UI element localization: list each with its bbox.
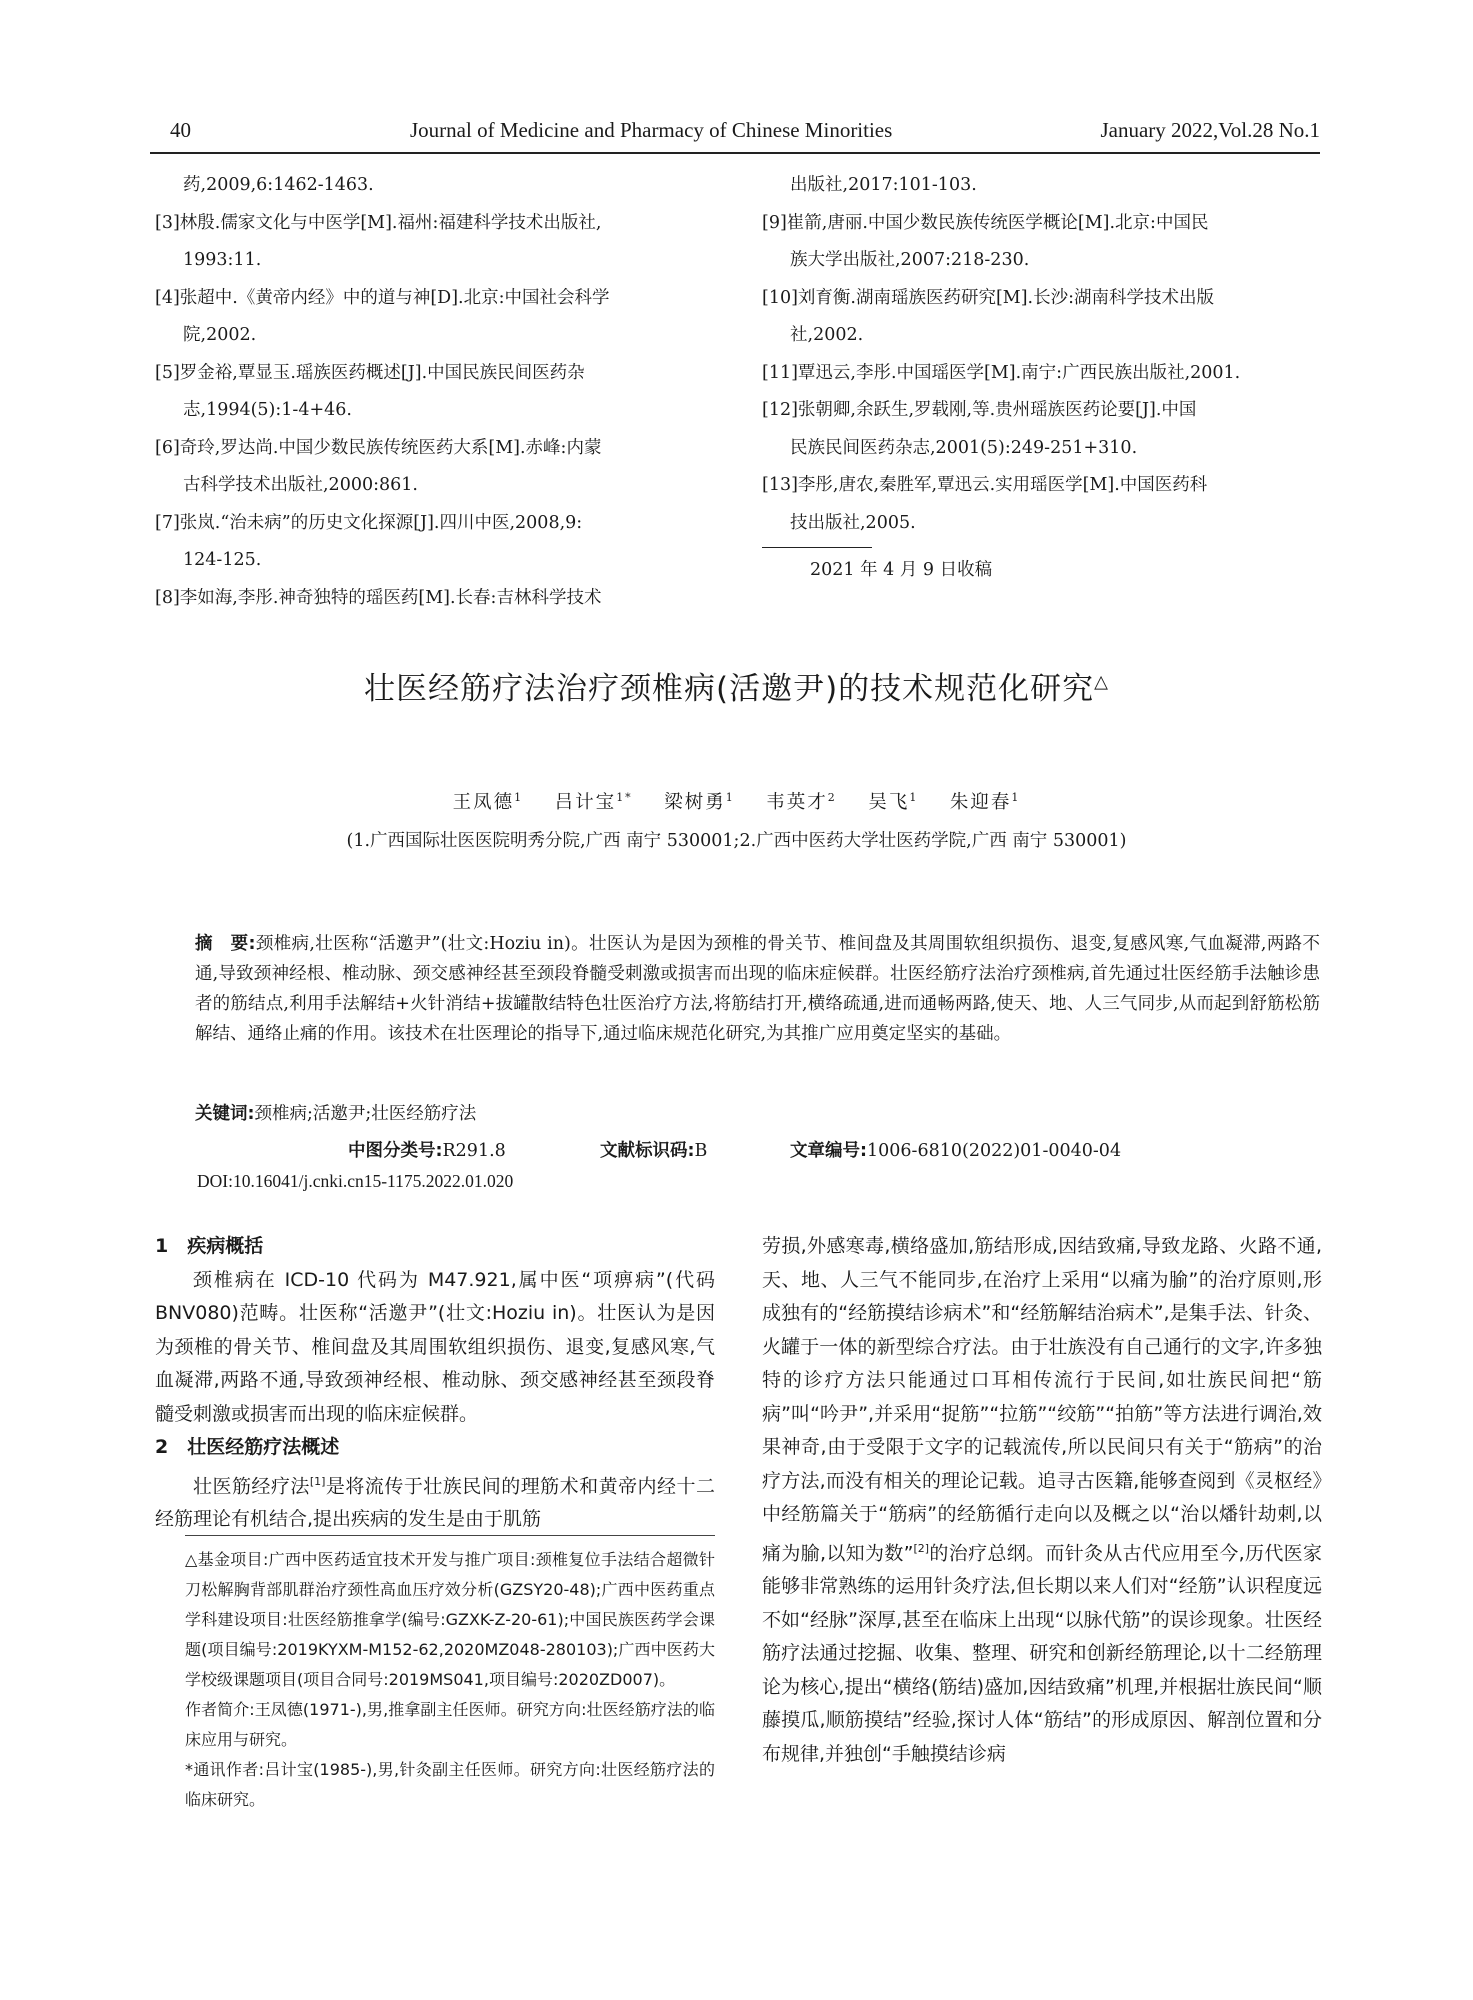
references-end-rule (762, 547, 872, 548)
abstract-text: 颈椎病,壮医称“活邀尹”(壮文:Hoziu in)。壮医认为是因为颈椎的骨关节、椎间盘及其周围软组织损伤、退变,复感风寒,气血凝滞,两路不通,导致颈神经根、椎动脉、颈交感神经甚至颈段脊髓受刺激或损害而出现的临床症候群。壮医经筋疗法治疗颈椎病,首先通过壮医经筋手法触诊患者的筋结点,利用手法解结+火针消结+拔罐散结特色壮医治疗方法,将筋结打开,横络疏通,进而通畅两路,使天、地、人三气同步,从而起到舒筋松筋解结、通络止痛的作用。该技术在壮医理论的指导下,通过临床规范化研究,为其推广应用奠定坚实的基础。 (195, 934, 1320, 1044)
body-right-column (762, 1230, 1322, 1771)
author-affiliation-mark: 1 (514, 790, 524, 804)
author-affiliation-mark: 1* (616, 790, 633, 804)
body-text: 的治疗总纲。而针灸从古代应用至今,历代医家能够非常熟练的运用针灸疗法,但长期以来人们对“经筋”认识程度远不如“经脉”深厚,甚至在临床上出现“以脉代筋”的误诊现象。壮医经筋疗法通过挖掘、收集、整理、研究和创新经筋理论,以十二经筋理论为核心,提出“横络(筋结)盛加,因结致痛”机理,并根据壮族民间“顺藤摸瓜,顺筋摸结”经验,探讨人体“筋结”的形成原因、解剖位置和分布规律,并独创“手触摸结诊病 (762, 1541, 1322, 1765)
author-name: 吕计宝 (554, 792, 617, 813)
issue-info: January 2022,Vol.28 No.1 (1100, 118, 1320, 142)
body-text: 劳损,外感寒毒,横络盛加,筋结形成,因结致痛,导致龙路、火路不通,天、地、人三气不能同步,在治疗上采用“以痛为腧”的治疗原则,形成独有的“经筋摸结诊病术”和“经筋解结治病术”,是集手法、针灸、火罐于一体的新型综合疗法。由于壮族没有自己通行的文字,许多独特的诊疗方法只能通过口耳相传流行于民间,如壮族民间把“筋病”叫“吟尹”,并采用“捉筋”“拉筋”“绞筋”“拍筋”等方法进行调治,效果神奇,由于受限于文字的记载流传,所以民间只有关于“筋病”的治疗方法,而没有相关的理论记载。追寻古医籍,能够查阅到《灵枢经》中经筋篇关于“筋病”的经筋循行走向以及概之以“治以燔针劫刺,以痛为腧,以知为数” (762, 1235, 1322, 1564)
reference-line: [9]崔箭,唐丽.中国少数民族传统医学概论[M].北京:中国民 (762, 212, 1209, 233)
author-affiliation-mark: 1 (909, 790, 919, 804)
article-title (0, 663, 1473, 708)
journal-title: Journal of Medicine and Pharmacy of Chinese Minorities (410, 118, 893, 142)
body-paragraph (155, 1465, 715, 1537)
article-number-label: 文章编号: (790, 1141, 867, 1161)
citation-mark: [2] (913, 1541, 930, 1555)
reference-line: 药,2009,6:1462-1463. (183, 175, 374, 195)
author-name: 王凤德 (452, 792, 515, 813)
footnotes (185, 1545, 715, 1815)
author-affiliation-mark: 1 (725, 790, 735, 804)
reference-line: 古科学技术出版社,2000:861. (183, 475, 418, 495)
reference-line: [11]覃迅云,李彤.中国瑶医学[M].南宁:广西民族出版社,2001. (762, 362, 1241, 383)
corresponding-author-footnote: *通讯作者:吕计宝(1985-),男,针灸副主任医师。研究方向:壮医经筋疗法的临床研究。 (185, 1760, 715, 1809)
clc-line (348, 1137, 506, 1162)
section-heading: 2 壮医经筋疗法概述 (155, 1436, 340, 1458)
reference-line: 1993:11. (183, 250, 262, 270)
reference-line: 124-125. (183, 550, 262, 570)
keywords-line (195, 1100, 476, 1125)
footnote-rule (185, 1535, 715, 1536)
abstract (195, 929, 1320, 1049)
title-footnote-mark: △ (1094, 671, 1110, 693)
references-left (155, 167, 715, 617)
body-left-column (155, 1230, 715, 1537)
reference-line: 技出版社,2005. (790, 512, 916, 533)
reference-line: [5]罗金裕,覃显玉.瑶族医药概述[J].中国民族民间医药杂 (155, 362, 585, 383)
doc-code-value: B (694, 1141, 708, 1161)
keywords-label: 关键词: (195, 1104, 255, 1124)
doc-code-label: 文献标识码: (600, 1141, 695, 1161)
received-date: 2021 年 4 月 9 日收稿 (810, 560, 993, 580)
doc-code-line (600, 1137, 707, 1162)
abstract-label: 摘 要: (195, 934, 256, 954)
body-paragraph (762, 1230, 1322, 1771)
reference-line: 民族民间医药杂志,2001(5):249-251+310. (790, 437, 1138, 458)
author-affiliation-mark: 2 (827, 790, 837, 804)
funding-footnote: △基金项目:广西中医药适宜技术开发与推广项目:颈椎复位手法结合超微针刀松解胸背部肌群治疗颈性高血压疗效分析(GZSY20-48);广西中医药重点学科建设项目:壮医经筋推拿学(编号:GZXK-Z-20-61);中国民族医药学会课题(项目编号:2019KYXM-M152-62,2020MZ048-280103);广西中医药大学校级课题项目(项目合同号:2019MS041,项目编号:2020ZD007)。 (185, 1550, 715, 1689)
reference-line: [7]张岚.“治未病”的历史文化探源[J].四川中医,2008,9: (155, 512, 583, 533)
page-number: 40 (170, 118, 191, 142)
reference-line: 院,2002. (183, 325, 257, 345)
reference-line: [8]李如海,李彤.神奇独特的瑶医药[M].长春:吉林科学技术 (155, 587, 602, 608)
references-right (762, 167, 1322, 542)
article-number-line (790, 1137, 1121, 1162)
running-header (150, 112, 1320, 154)
citation-mark: [1] (309, 1474, 326, 1488)
reference-line: [4]张超中.《黄帝内经》中的道与神[D].北京:中国社会科学 (155, 287, 610, 308)
article-title-text: 壮医经筋疗法治疗颈椎病(活邀尹)的技术规范化研究 (363, 671, 1095, 707)
reference-line: 志,1994(5):1-4+46. (183, 400, 352, 420)
author-affiliation-mark: 1 (1011, 790, 1021, 804)
body-text: 是将流传于壮族民间的理筋术和黄帝内经十二经筋理论有机结合,提出疾病的发生是由于肌筋 (155, 1474, 715, 1531)
reference-line: [10]刘育衡.湖南瑶族医药研究[M].长沙:湖南科学技术出版 (762, 287, 1215, 308)
reference-line: [6]奇玲,罗达尚.中国少数民族传统医药大系[M].赤峰:内蒙 (155, 437, 602, 458)
affiliations: (1.广西国际壮医医院明秀分院,广西 南宁 530001;2.广西中医药大学壮医药学院,广西 南宁 530001) (346, 831, 1127, 851)
author-name: 韦英才 (766, 792, 828, 813)
author-name: 梁树勇 (664, 792, 726, 813)
reference-line: [13]李彤,唐农,秦胜军,覃迅云.实用瑶医学[M].中国医药科 (762, 475, 1208, 495)
reference-line: 族大学出版社,2007:218-230. (790, 250, 1030, 270)
keywords-text: 颈椎病;活邀尹;壮医经筋疗法 (254, 1104, 477, 1124)
author-bio-footnote: 作者简介:王凤德(1971-),男,推拿副主任医师。研究方向:壮医经筋疗法的临床应用与研究。 (185, 1700, 715, 1749)
doi: DOI:10.16041/j.cnki.cn15-1175.2022.01.020 (197, 1171, 514, 1191)
clc-label: 中图分类号: (348, 1141, 443, 1161)
clc-value: R291.8 (442, 1141, 506, 1161)
reference-line: [12]张朝卿,余跃生,罗载刚,等.贵州瑶族医药论要[J].中国 (762, 400, 1197, 420)
reference-line: 出版社,2017:101-103. (790, 175, 977, 195)
body-paragraph: 颈椎病在 ICD-10 代码为 M47.921,属中医“项痹病”(代码 BNV080)范畴。壮医称“活邀尹”(壮文:Hoziu in)。壮医认为是因为颈椎的骨关节、椎间盘及其周围软组织损伤、退变,复感风寒,气血凝滞,两路不通,导致颈神经根、椎动脉、颈交感神经甚至颈段脊髓受刺激或损害而出现的临床症候群。 (155, 1268, 715, 1425)
reference-line: [3]林殷.儒家文化与中医学[M].福州:福建科学技术出版社, (155, 212, 602, 233)
reference-line: 社,2002. (790, 325, 864, 345)
author-name: 吴飞 (868, 792, 910, 813)
author-name: 朱迎春 (949, 792, 1012, 813)
article-number-value: 1006-6810(2022)01-0040-04 (867, 1141, 1122, 1161)
section-heading: 1 疾病概括 (155, 1235, 264, 1257)
author-list (0, 788, 1473, 814)
body-text: 壮医筋经疗法 (193, 1474, 310, 1497)
